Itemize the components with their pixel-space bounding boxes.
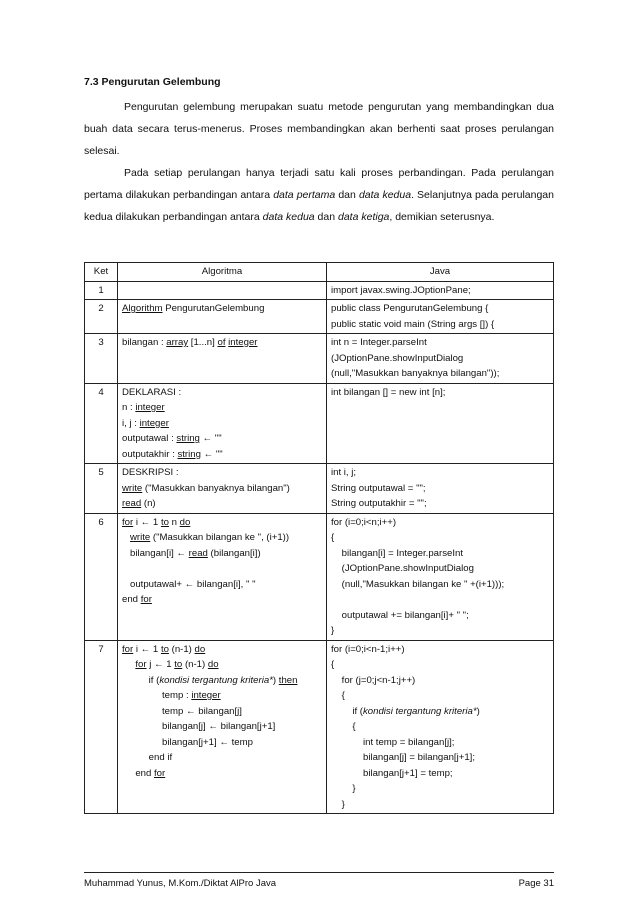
java-line: String outputakhir = ""; xyxy=(331,498,427,509)
algoritma-line: if (kondisi tergantung kriteria*) then xyxy=(122,674,298,686)
table-body xyxy=(85,281,554,814)
paragraph-2 xyxy=(84,162,554,228)
table-row xyxy=(85,281,554,300)
cell-algoritma xyxy=(118,300,327,334)
cell-java xyxy=(327,383,554,464)
algoritma-line: for j ← 1 to (n-1) do xyxy=(135,659,219,670)
cell-java xyxy=(327,640,554,814)
algoritma-line: n : integer xyxy=(122,402,165,413)
java-line: public static void main (String args []) { xyxy=(331,318,495,330)
algoritma-line: outputawal+ ← bilangan[i], " " xyxy=(122,578,256,590)
algoritma-line: i, j : integer xyxy=(122,417,169,429)
java-line xyxy=(331,592,549,608)
java-line: { xyxy=(331,721,356,732)
cell-algoritma xyxy=(118,334,327,384)
table-header-row xyxy=(85,263,554,282)
cell-algoritma xyxy=(118,464,327,514)
emphasis-data-kedua: data kedua xyxy=(358,189,412,201)
java-line: } xyxy=(331,625,335,636)
java-line: (JOptionPane.showInputDialog xyxy=(331,352,464,364)
java-line: (null,"Masukkan bilangan ke " +(i+1))); xyxy=(331,578,505,590)
paragraph-1-text: Pengurutan gelembung merupakan suatu metode pengurutan yang membandingkan dua buah data secara terus-menerus. Proses membandingkan akan berhenti saat proses perulangan selesai. xyxy=(84,101,554,157)
java-line: public class PengurutanGelembung { xyxy=(331,303,489,314)
emphasis-data-ketiga: data ketiga xyxy=(338,211,390,223)
algoritma-line: outputawal : string ← "" xyxy=(122,433,222,444)
cell-ket: 2 xyxy=(85,300,118,334)
algoritma-line: read (n) xyxy=(122,498,156,509)
paragraph-1 xyxy=(84,96,554,162)
paragraph-2-text-a: Pada setiap perulangan hanya terjadi satu kali proses perbandingan. Pada perulangan pertama dilakukan perbandingan antara xyxy=(84,167,554,201)
algoritma-line: for i ← 1 to n do xyxy=(122,516,191,528)
footer-divider xyxy=(84,872,554,873)
cell-ket: 1 xyxy=(85,281,118,300)
algoritma-line: bilangan[j] ← bilangan[j+1] xyxy=(122,721,276,732)
algoritma-line: bilangan : array [1...n] of integer xyxy=(122,337,258,348)
java-line: for (i=0;i<n;i++) xyxy=(331,516,397,528)
header-ket: Ket xyxy=(85,263,118,282)
algoritma-line: for i ← 1 to (n-1) do xyxy=(122,643,206,655)
java-line: bilangan[i] = Integer.parseInt xyxy=(331,547,464,559)
java-line: { xyxy=(331,690,345,701)
cell-ket: 6 xyxy=(85,513,118,640)
java-line: } xyxy=(331,783,356,794)
algoritma-line: end for xyxy=(122,594,152,605)
java-line: bilangan[j] = bilangan[j+1]; xyxy=(331,752,475,763)
algoritma-line: DESKRIPSI : xyxy=(122,467,179,478)
table-row xyxy=(85,334,554,384)
cell-ket: 3 xyxy=(85,334,118,384)
algoritma-line: write ("Masukkan banyaknya bilangan") xyxy=(122,482,290,494)
cell-algoritma xyxy=(118,281,327,300)
cell-algoritma xyxy=(118,640,327,814)
footer-page-number: Page 31 xyxy=(518,878,554,889)
algoritma-line: Algorithm PengurutanGelembung xyxy=(122,303,265,314)
cell-ket: 7 xyxy=(85,640,118,814)
algoritma-line: write ("Masukkan bilangan ke ", (i+1)) xyxy=(130,532,290,543)
java-line: if (kondisi tergantung kriteria*) xyxy=(331,705,480,717)
java-line: int temp = bilangan[j]; xyxy=(331,736,455,748)
emphasis-data-kedua-2: data kedua xyxy=(262,211,315,223)
java-line: String outputawal = ""; xyxy=(331,482,426,494)
cell-ket: 5 xyxy=(85,464,118,514)
table-row xyxy=(85,513,554,640)
algoritma-line: bilangan[i] ← read (bilangan[i]) xyxy=(122,547,261,559)
java-line: } xyxy=(331,798,345,810)
table-row xyxy=(85,300,554,334)
paragraph-2-text-d: dan xyxy=(317,211,336,223)
java-line: int n = Integer.parseInt xyxy=(331,337,427,348)
cell-java xyxy=(327,281,554,300)
java-line: (null,"Masukkan banyaknya bilangan")); xyxy=(331,368,500,379)
java-line: int bilangan [] = new int [n]; xyxy=(331,386,446,398)
algoritma-line xyxy=(122,561,322,577)
cell-java xyxy=(327,334,554,384)
algoritma-line xyxy=(122,283,322,299)
table-row xyxy=(85,640,554,814)
footer-author: Muhammad Yunus, M.Kom./Diktat AlPro Java xyxy=(84,878,277,889)
java-line: { xyxy=(331,659,335,670)
paragraph-2-text-b: dan xyxy=(338,189,356,201)
algoritma-line: DEKLARASI : xyxy=(122,386,182,398)
cell-ket: 4 xyxy=(85,383,118,464)
emphasis-data-pertama: data pertama xyxy=(273,189,336,201)
algoritma-line: temp : integer xyxy=(122,690,221,701)
section-heading: 7.3 Pengurutan Gelembung xyxy=(84,76,221,88)
algoritma-line: end if xyxy=(122,752,173,763)
java-line: bilangan[j+1] = temp; xyxy=(331,767,453,779)
algorithm-java-table xyxy=(84,262,554,814)
cell-java xyxy=(327,464,554,514)
cell-algoritma xyxy=(118,513,327,640)
paragraph-2-text-e: , demikian seterusnya. xyxy=(389,211,495,223)
page-footer xyxy=(84,878,554,889)
algoritma-line: temp ← bilangan[j] xyxy=(122,705,242,717)
cell-java xyxy=(327,513,554,640)
java-line: int i, j; xyxy=(331,467,357,478)
java-line: { xyxy=(331,532,335,543)
cell-algoritma xyxy=(118,383,327,464)
java-line: outputawal += bilangan[i]+ " "; xyxy=(331,609,469,621)
table-row xyxy=(85,464,554,514)
algoritma-line: end for xyxy=(122,767,166,779)
cell-java xyxy=(327,300,554,334)
java-line: import javax.swing.JOptionPane; xyxy=(331,284,471,296)
algoritma-line: bilangan[j+1] ← temp xyxy=(122,736,253,748)
java-line: for (i=0;i<n-1;i++) xyxy=(331,643,405,655)
paragraph-2-text-c: . Selanjutnya pada perulangan kedua dilakukan perbandingan antara xyxy=(84,189,554,223)
java-line: (JOptionPane.showInputDialog xyxy=(331,563,474,574)
header-algoritma: Algoritma xyxy=(118,263,327,282)
table-row xyxy=(85,383,554,464)
header-java: Java xyxy=(327,263,554,282)
algoritma-line: outputakhir : string ← "" xyxy=(122,448,223,460)
java-line: for (j=0;j<n-1;j++) xyxy=(331,674,416,686)
